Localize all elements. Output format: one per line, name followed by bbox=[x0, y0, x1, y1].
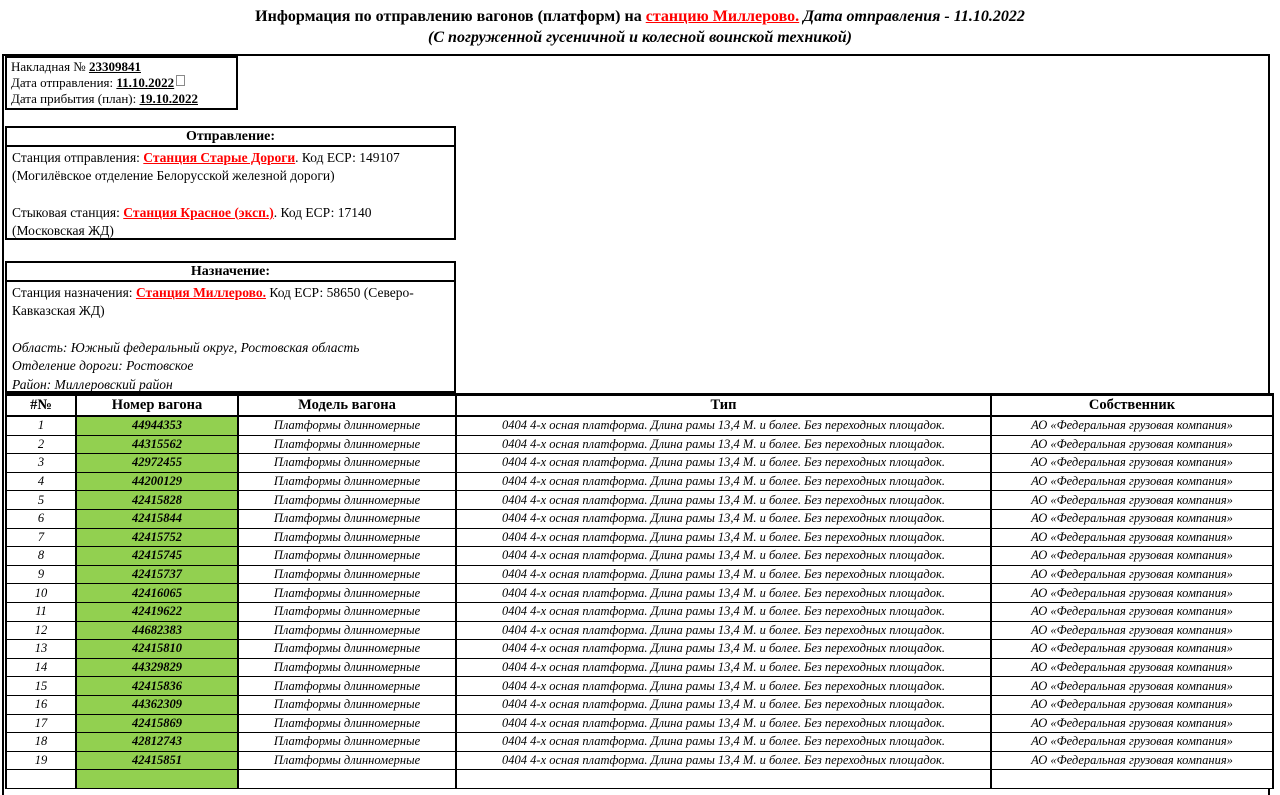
waybill-number-value: 23309841 bbox=[88, 59, 141, 74]
row-index: 18 bbox=[6, 733, 76, 752]
table-row bbox=[6, 528, 1273, 547]
row-index bbox=[6, 770, 76, 789]
header-wagon-owner: Собственник bbox=[991, 395, 1273, 417]
wagon-model: Платформы длинномерные bbox=[238, 547, 456, 566]
wagon-type: 0404 4-х осная платформа. Длина рамы 13,4 М. и более. Без переходных площадок. bbox=[456, 695, 991, 714]
table-row bbox=[6, 658, 1273, 677]
wagon-number: 44200129 bbox=[76, 472, 238, 491]
row-index: 7 bbox=[6, 528, 76, 547]
junction-station-link[interactable]: Станция Красное (эксп.) bbox=[123, 204, 274, 220]
header-wagon-model: Модель вагона bbox=[238, 395, 456, 417]
wagon-owner: АО «Федеральная грузовая компания» bbox=[991, 621, 1273, 640]
wagon-number bbox=[76, 770, 238, 789]
wagon-owner: АО «Федеральная грузовая компания» bbox=[991, 602, 1273, 621]
table-row bbox=[6, 733, 1273, 752]
destination-station-code: Код ЕСР: 58650 (Северо-Кавказская ЖД) bbox=[12, 285, 414, 319]
wagon-type: 0404 4-х осная платформа. Длина рамы 13,4 М. и более. Без переходных площадок. bbox=[456, 547, 991, 566]
junction-station-code: . Код ЕСР: 17140 bbox=[273, 204, 372, 220]
wagon-number: 42415745 bbox=[76, 547, 238, 566]
wagon-owner bbox=[991, 770, 1273, 789]
table-row bbox=[6, 454, 1273, 473]
wagon-number: 42416065 bbox=[76, 584, 238, 603]
destination-region: Область: Южный федеральный округ, Ростовская область bbox=[12, 339, 360, 355]
wagon-owner: АО «Федеральная грузовая компания» bbox=[991, 509, 1273, 528]
wagon-type: 0404 4-х осная платформа. Длина рамы 13,4 М. и более. Без переходных площадок. bbox=[456, 565, 991, 584]
wagon-type: 0404 4-х осная платформа. Длина рамы 13,4 М. и более. Без переходных площадок. bbox=[456, 435, 991, 454]
row-index: 13 bbox=[6, 640, 76, 659]
destination-division: Отделение дороги: Ростовское bbox=[12, 358, 194, 374]
wagon-number: 42415752 bbox=[76, 528, 238, 547]
title-departure-date: Дата отправления - 11.10.2022 bbox=[799, 8, 1025, 25]
title-station-link[interactable]: станцию Миллерово. bbox=[645, 8, 800, 25]
wagon-type bbox=[456, 770, 991, 789]
wagon-type: 0404 4-х осная платформа. Длина рамы 13,4 М. и более. Без переходных площадок. bbox=[456, 714, 991, 733]
waybill-box bbox=[5, 56, 238, 110]
wagon-number: 44315562 bbox=[76, 435, 238, 454]
table-row bbox=[6, 547, 1273, 566]
row-index: 16 bbox=[6, 695, 76, 714]
row-index: 8 bbox=[6, 547, 76, 566]
table-row bbox=[6, 695, 1273, 714]
wagon-model: Платформы длинномерные bbox=[238, 454, 456, 473]
junction-station-line bbox=[12, 204, 449, 222]
wagon-model: Платформы длинномерные bbox=[238, 584, 456, 603]
wagon-owner: АО «Федеральная грузовая компания» bbox=[991, 695, 1273, 714]
wagon-model: Платформы длинномерные bbox=[238, 733, 456, 752]
row-index: 3 bbox=[6, 454, 76, 473]
wagon-owner: АО «Федеральная грузовая компания» bbox=[991, 751, 1273, 770]
wagon-model: Платформы длинномерные bbox=[238, 509, 456, 528]
wagon-type: 0404 4-х осная платформа. Длина рамы 13,4 М. и более. Без переходных площадок. bbox=[456, 584, 991, 603]
header-wagon-type: Тип bbox=[456, 395, 991, 417]
wagon-owner: АО «Федеральная грузовая компания» bbox=[991, 547, 1273, 566]
page-title bbox=[0, 6, 1280, 48]
wagon-model: Платформы длинномерные bbox=[238, 491, 456, 510]
origin-station-note: (Могилёвское отделение Белорусской железной дороги) bbox=[12, 168, 335, 184]
wagon-type: 0404 4-х осная платформа. Длина рамы 13,4 М. и более. Без переходных площадок. bbox=[456, 658, 991, 677]
waybill-number-line bbox=[11, 59, 236, 75]
wagon-number: 42415828 bbox=[76, 491, 238, 510]
junction-station-note: (Московская ЖД) bbox=[12, 223, 114, 239]
table-row bbox=[6, 416, 1273, 435]
wagon-owner: АО «Федеральная грузовая компания» bbox=[991, 528, 1273, 547]
departure-panel-header: Отправление: bbox=[7, 128, 454, 147]
waybill-departure-label: Дата отправления: bbox=[11, 75, 117, 90]
wagon-number: 44682383 bbox=[76, 621, 238, 640]
destination-panel-body bbox=[7, 282, 454, 394]
wagon-number: 42972455 bbox=[76, 454, 238, 473]
wagon-owner: АО «Федеральная грузовая компания» bbox=[991, 454, 1273, 473]
row-index: 14 bbox=[6, 658, 76, 677]
origin-station-code: . Код ЕСР: 149107 bbox=[295, 150, 400, 165]
missing-glyph-box bbox=[176, 75, 185, 86]
wagon-model: Платформы длинномерные bbox=[238, 751, 456, 770]
row-index: 11 bbox=[6, 602, 76, 621]
wagon-owner: АО «Федеральная грузовая компания» bbox=[991, 677, 1273, 696]
wagon-type: 0404 4-х осная платформа. Длина рамы 13,4 М. и более. Без переходных площадок. bbox=[456, 602, 991, 621]
wagon-owner: АО «Федеральная грузовая компания» bbox=[991, 733, 1273, 752]
title-line-2: (С погруженной гусеничной и колесной воинской техникой) bbox=[428, 29, 852, 46]
wagon-type: 0404 4-х осная платформа. Длина рамы 13,4 М. и более. Без переходных площадок. bbox=[456, 640, 991, 659]
wagon-model: Платформы длинномерные bbox=[238, 695, 456, 714]
wagon-number: 42415844 bbox=[76, 509, 238, 528]
wagon-model: Платформы длинномерные bbox=[238, 714, 456, 733]
destination-station-label: Станция назначения: bbox=[12, 285, 136, 300]
wagon-model: Платформы длинномерные bbox=[238, 528, 456, 547]
wagon-model: Платформы длинномерные bbox=[238, 658, 456, 677]
wagon-model: Платформы длинномерные bbox=[238, 565, 456, 584]
table-row bbox=[6, 677, 1273, 696]
wagon-number: 42415737 bbox=[76, 565, 238, 584]
wagon-type: 0404 4-х осная платформа. Длина рамы 13,4 М. и более. Без переходных площадок. bbox=[456, 491, 991, 510]
table-row bbox=[6, 714, 1273, 733]
wagon-model bbox=[238, 770, 456, 789]
wagon-number: 44944353 bbox=[76, 416, 238, 435]
row-index: 19 bbox=[6, 751, 76, 770]
wagon-owner: АО «Федеральная грузовая компания» bbox=[991, 584, 1273, 603]
wagon-owner: АО «Федеральная грузовая компания» bbox=[991, 714, 1273, 733]
wagon-model: Платформы длинномерные bbox=[238, 677, 456, 696]
departure-panel bbox=[5, 126, 456, 240]
row-index: 15 bbox=[6, 677, 76, 696]
wagon-owner: АО «Федеральная грузовая компания» bbox=[991, 640, 1273, 659]
header-index: #№ bbox=[6, 395, 76, 417]
waybill-arrival-value: 19.10.2022 bbox=[139, 91, 198, 106]
wagon-type: 0404 4-х осная платформа. Длина рамы 13,4 М. и более. Без переходных площадок. bbox=[456, 751, 991, 770]
table-row bbox=[6, 770, 1273, 789]
departure-panel-body bbox=[7, 147, 454, 241]
origin-station-link[interactable]: Станция Старые Дороги bbox=[143, 150, 296, 165]
row-index: 1 bbox=[6, 416, 76, 435]
row-index: 4 bbox=[6, 472, 76, 491]
origin-station-line bbox=[12, 149, 449, 167]
table-row bbox=[6, 491, 1273, 510]
title-prefix: Информация по отправлению вагонов (платформ) на bbox=[255, 8, 646, 25]
row-index: 6 bbox=[6, 509, 76, 528]
wagon-number: 42415836 bbox=[76, 677, 238, 696]
wagon-table bbox=[5, 393, 1274, 789]
table-row bbox=[6, 472, 1273, 491]
wagon-model: Платформы длинномерные bbox=[238, 602, 456, 621]
row-index: 2 bbox=[6, 435, 76, 454]
wagon-number: 42415851 bbox=[76, 751, 238, 770]
table-row bbox=[6, 584, 1273, 603]
row-index: 17 bbox=[6, 714, 76, 733]
wagon-owner: АО «Федеральная грузовая компания» bbox=[991, 472, 1273, 491]
table-row bbox=[6, 435, 1273, 454]
wagon-number: 42419622 bbox=[76, 602, 238, 621]
wagon-model: Платформы длинномерные bbox=[238, 435, 456, 454]
wagon-owner: АО «Федеральная грузовая компания» bbox=[991, 565, 1273, 584]
row-index: 9 bbox=[6, 565, 76, 584]
table-row bbox=[6, 640, 1273, 659]
waybill-departure-value: 11.10.2022 bbox=[116, 75, 175, 90]
waybill-arrival-line bbox=[11, 91, 236, 107]
wagon-number: 42812743 bbox=[76, 733, 238, 752]
table-row bbox=[6, 509, 1273, 528]
wagon-owner: АО «Федеральная грузовая компания» bbox=[991, 658, 1273, 677]
origin-station-label: Станция отправления: bbox=[12, 150, 144, 165]
table-row bbox=[6, 565, 1273, 584]
wagon-type: 0404 4-х осная платформа. Длина рамы 13,4 М. и более. Без переходных площадок. bbox=[456, 733, 991, 752]
wagon-owner: АО «Федеральная грузовая компания» bbox=[991, 416, 1273, 435]
wagon-owner: АО «Федеральная грузовая компания» bbox=[991, 491, 1273, 510]
destination-panel-header: Назначение: bbox=[7, 263, 454, 282]
wagon-model: Платформы длинномерные bbox=[238, 416, 456, 435]
row-index: 10 bbox=[6, 584, 76, 603]
wagon-type: 0404 4-х осная платформа. Длина рамы 13,4 М. и более. Без переходных площадок. bbox=[456, 454, 991, 473]
waybill-departure-line bbox=[11, 75, 236, 91]
wagon-number: 42415810 bbox=[76, 640, 238, 659]
wagon-number: 42415869 bbox=[76, 714, 238, 733]
waybill-arrival-label: Дата прибытия (план): bbox=[11, 91, 140, 106]
junction-station-label: Стыковая станция: bbox=[12, 204, 124, 220]
table-row bbox=[6, 621, 1273, 640]
wagon-owner: АО «Федеральная грузовая компания» bbox=[991, 435, 1273, 454]
wagon-number: 44362309 bbox=[76, 695, 238, 714]
table-row bbox=[6, 751, 1273, 770]
header-wagon-number: Номер вагона bbox=[76, 395, 238, 417]
destination-district: Район: Миллеровский район bbox=[12, 376, 173, 392]
wagon-type: 0404 4-х осная платформа. Длина рамы 13,4 М. и более. Без переходных площадок. bbox=[456, 528, 991, 547]
wagon-model: Платформы длинномерные bbox=[238, 640, 456, 659]
wagon-model: Платформы длинномерные bbox=[238, 472, 456, 491]
destination-station-link[interactable]: Станция Миллерово. bbox=[135, 285, 266, 300]
spacer bbox=[12, 321, 449, 339]
wagon-type: 0404 4-х осная платформа. Длина рамы 13,4 М. и более. Без переходных площадок. bbox=[456, 509, 991, 528]
wagon-table-header-row bbox=[6, 395, 1273, 417]
wagon-model: Платформы длинномерные bbox=[238, 621, 456, 640]
wagon-number: 44329829 bbox=[76, 658, 238, 677]
wagon-type: 0404 4-х осная платформа. Длина рамы 13,4 М. и более. Без переходных площадок. bbox=[456, 472, 991, 491]
spacer bbox=[12, 186, 449, 204]
row-index: 5 bbox=[6, 491, 76, 510]
table-row bbox=[6, 602, 1273, 621]
title-line-1 bbox=[0, 6, 1280, 27]
wagon-type: 0404 4-х осная платформа. Длина рамы 13,4 М. и более. Без переходных площадок. bbox=[456, 621, 991, 640]
row-index: 12 bbox=[6, 621, 76, 640]
wagon-type: 0404 4-х осная платформа. Длина рамы 13,4 М. и более. Без переходных площадок. bbox=[456, 416, 991, 435]
destination-station-line bbox=[12, 284, 449, 321]
waybill-number-label: Накладная № bbox=[11, 59, 89, 74]
destination-panel bbox=[5, 261, 456, 393]
wagon-table-body bbox=[6, 416, 1273, 788]
wagon-type: 0404 4-х осная платформа. Длина рамы 13,4 М. и более. Без переходных площадок. bbox=[456, 677, 991, 696]
